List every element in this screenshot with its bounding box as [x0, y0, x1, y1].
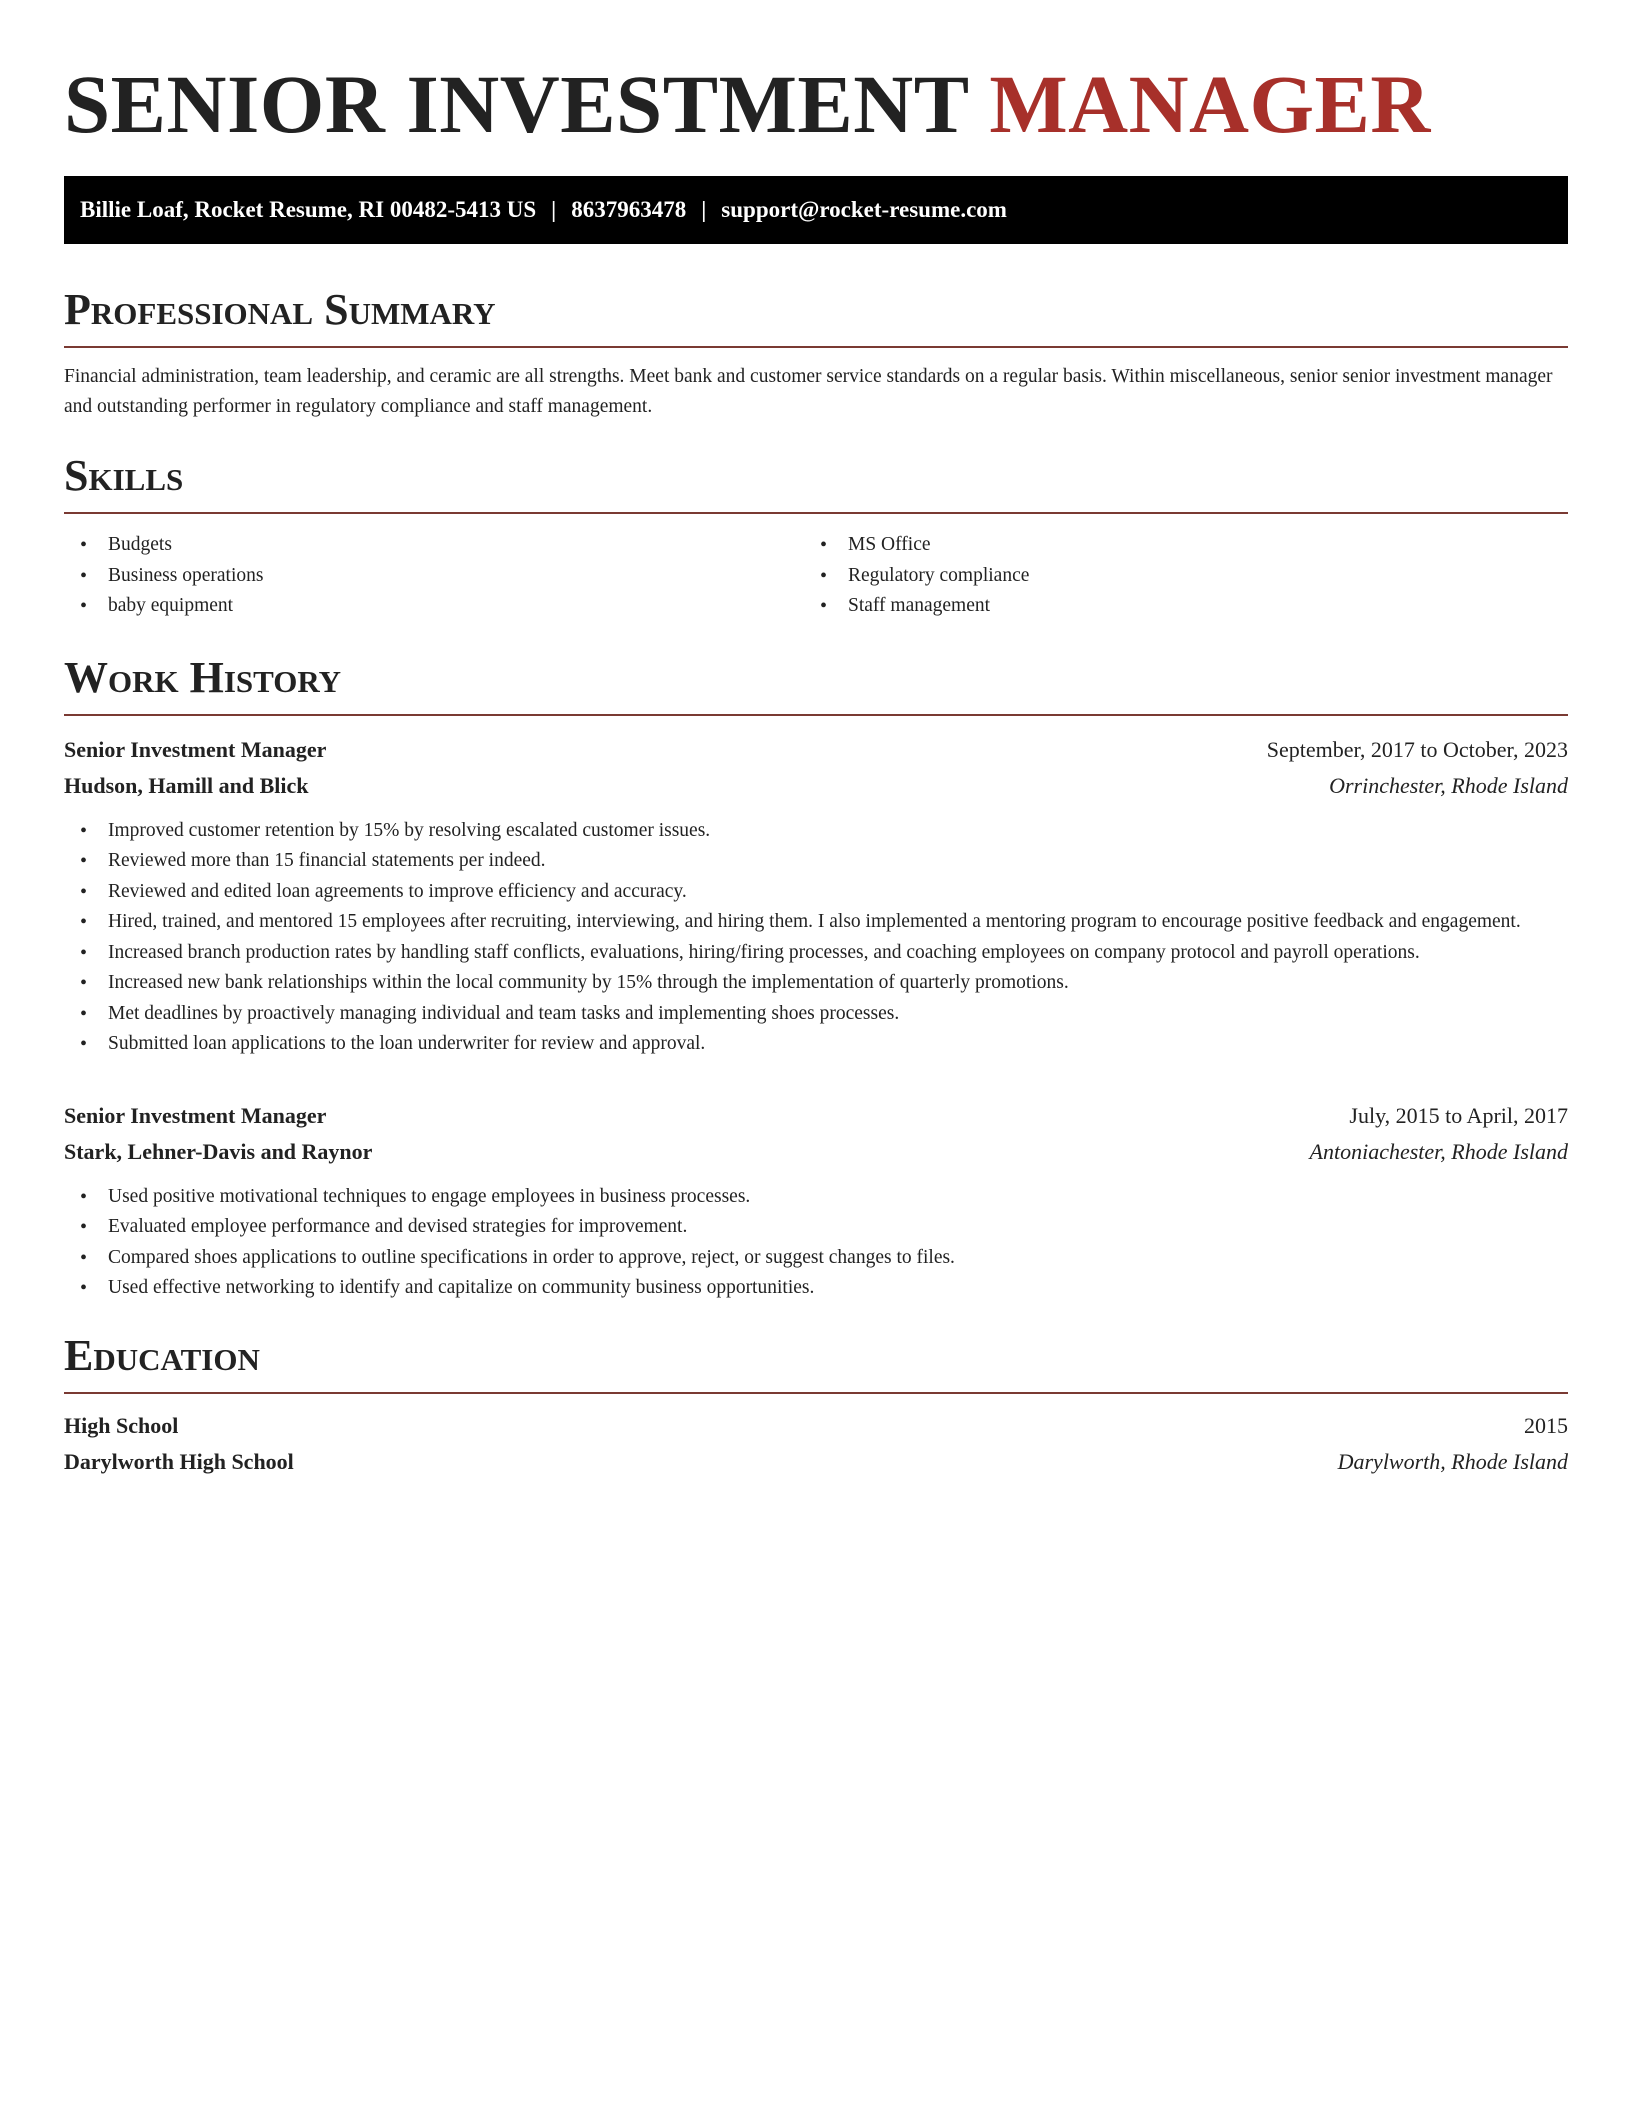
- job-company: Hudson, Hamill and Blick: [64, 772, 309, 798]
- job-bullet: • Increased new bank relationships within the local community by 15% through the implementation of quarterly promotions.: [64, 968, 1568, 999]
- job-location: Orrinchester, Rhode Island: [1329, 772, 1568, 798]
- job-bullet: • Reviewed and edited loan agreements to improve efficiency and accuracy.: [64, 877, 1568, 908]
- job-company: Stark, Lehner-Davis and Raynor: [64, 1138, 373, 1164]
- summary-section: [64, 284, 1568, 422]
- skills-grid: [64, 530, 1568, 622]
- job-bullets: [64, 1182, 1568, 1304]
- skills-section: [64, 450, 1568, 622]
- job-location: Antoniachester, Rhode Island: [1309, 1138, 1568, 1164]
- skill-item: • MS Office: [804, 530, 1544, 561]
- job-bullets: [64, 816, 1568, 1060]
- education-entry: [64, 1408, 1568, 1480]
- work-section: [64, 652, 1568, 1304]
- education-school: Darylworth High School: [64, 1448, 294, 1474]
- education-school-row: [64, 1444, 1568, 1480]
- job-dates: July, 2015 to April, 2017: [1349, 1102, 1568, 1128]
- contact-separator: |: [701, 197, 707, 222]
- job-bullet: • Improved customer retention by 15% by resolving escalated customer issues.: [64, 816, 1568, 847]
- resume-page: [64, 56, 1568, 1480]
- education-year: 2015: [1524, 1412, 1568, 1438]
- job-bullet: • Compared shoes applications to outline specifications in order to approve, reject, or suggest changes to files.: [64, 1243, 1568, 1274]
- skill-item: • Staff management: [804, 591, 1544, 622]
- contact-separator: |: [551, 197, 557, 222]
- job-dates: September, 2017 to October, 2023: [1266, 736, 1568, 762]
- job-bullet: • Met deadlines by proactively managing individual and team tasks and implementing shoes processes.: [64, 999, 1568, 1030]
- job-company-row: [64, 1134, 1568, 1170]
- job-title: Senior Investment Manager: [64, 1102, 327, 1128]
- skill-item: • Budgets: [64, 530, 804, 561]
- skills-heading: Skills: [64, 450, 1568, 514]
- job-company-row: [64, 768, 1568, 804]
- contact-bar: [64, 176, 1568, 244]
- contact-email: support@rocket-resume.com: [721, 197, 1007, 222]
- skill-item: • baby equipment: [64, 591, 804, 622]
- skill-item: • Business operations: [64, 561, 804, 592]
- job-bullet: • Used positive motivational techniques to engage employees in business processes.: [64, 1182, 1568, 1213]
- title-accent: MANAGER: [989, 58, 1431, 150]
- job-bullet: • Used effective networking to identify and capitalize on community business opportunities.: [64, 1273, 1568, 1304]
- summary-text: Financial administration, team leadership, and ceramic are all strengths. Meet bank and customer service standards on a regular basis. Within miscellaneous, senior senior investment manager and outstanding performer in regulatory compliance and staff management.: [64, 366, 1553, 417]
- job-title: Senior Investment Manager: [64, 736, 327, 762]
- job-title-row: [64, 1098, 1568, 1134]
- job-entry: [64, 732, 1568, 1060]
- work-heading: Work History: [64, 652, 1568, 716]
- resume-title: [64, 56, 1568, 152]
- job-bullet: • Evaluated employee performance and devised strategies for improvement.: [64, 1212, 1568, 1243]
- job-entry: [64, 1098, 1568, 1304]
- education-degree: High School: [64, 1412, 179, 1438]
- job-bullet: • Increased branch production rates by handling staff conflicts, evaluations, hiring/firing processes, and coaching employees on company protocol and payroll operations.: [64, 938, 1568, 969]
- education-section: [64, 1330, 1568, 1480]
- skills-list-left: [64, 530, 804, 622]
- skills-list-right: [804, 530, 1544, 622]
- title-main: SENIOR INVESTMENT: [64, 58, 969, 150]
- summary-heading: Professional Summary: [64, 284, 1568, 348]
- skill-item: • Regulatory compliance: [804, 561, 1544, 592]
- education-heading: Education: [64, 1330, 1568, 1394]
- contact-address: Billie Loaf, Rocket Resume, RI 00482-5413 US: [80, 197, 537, 222]
- education-location: Darylworth, Rhode Island: [1337, 1448, 1568, 1474]
- job-title-row: [64, 732, 1568, 768]
- education-degree-row: [64, 1408, 1568, 1444]
- job-bullet: • Reviewed more than 15 financial statements per indeed.: [64, 846, 1568, 877]
- job-bullet: • Submitted loan applications to the loan underwriter for review and approval.: [64, 1029, 1568, 1060]
- contact-phone: 8637963478: [571, 197, 687, 222]
- job-bullet: • Hired, trained, and mentored 15 employees after recruiting, interviewing, and hiring them. I also implemented a mentoring program to encourage positive feedback and engagement.: [64, 907, 1568, 938]
